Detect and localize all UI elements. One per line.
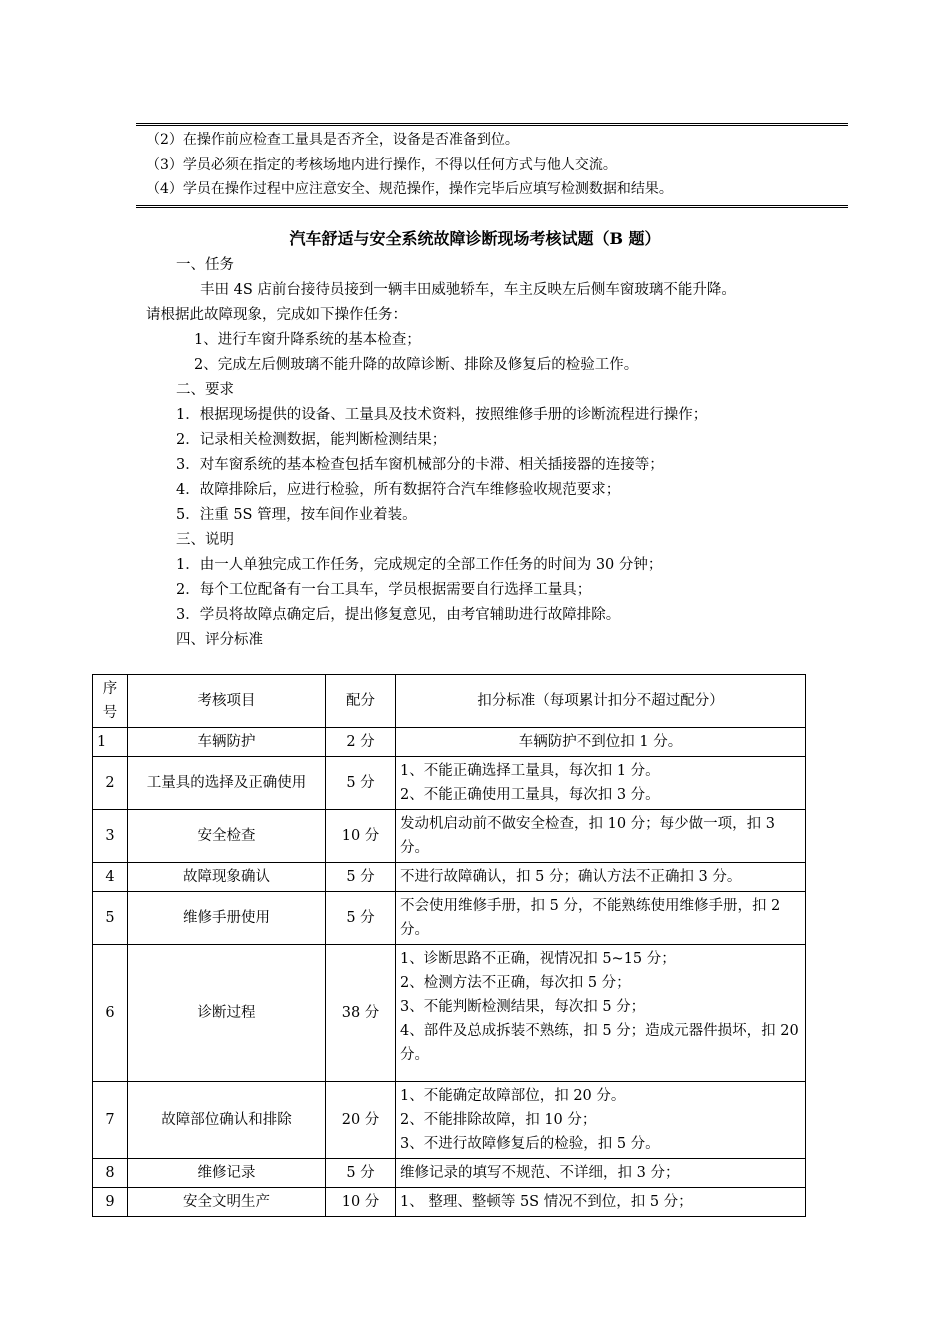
row-item: 安全检查 <box>128 810 326 863</box>
row-number: 9 <box>93 1188 128 1217</box>
row-number: 4 <box>93 863 128 892</box>
row-number: 7 <box>93 1082 128 1159</box>
row-number: 5 <box>93 892 128 945</box>
header-number-line: 号 <box>102 705 118 721</box>
requirement-item: 1．根据现场提供的设备、工量具及技术资料，按照维修手册的诊断流程进行操作； <box>176 407 708 423</box>
section-1-heading: 一、任务 <box>176 257 234 273</box>
table-row <box>93 945 806 1082</box>
requirement-item: 4．故障排除后，应进行检验，所有数据符合汽车维修验收规范要求； <box>176 482 621 498</box>
row-criteria <box>396 810 806 863</box>
header-item: 考核项目 <box>128 675 326 728</box>
table-row <box>93 1082 806 1159</box>
row-points: 10 分 <box>326 810 396 863</box>
header-number-line: 序 <box>102 681 118 697</box>
document-title: 汽车舒适与安全系统故障诊断现场考核试题（B 题） <box>289 229 661 248</box>
row-criteria <box>396 1082 806 1159</box>
row-number: 8 <box>93 1159 128 1188</box>
table-row <box>93 757 806 810</box>
row-points: 2 分 <box>326 728 396 757</box>
header-number <box>93 675 128 728</box>
header-points: 配分 <box>326 675 396 728</box>
top-note: （3）学员必须在指定的考核场地内进行操作，不得以任何方式与他人交流。 <box>146 156 617 173</box>
row-points: 38 分 <box>326 945 396 1082</box>
scoring-table <box>92 674 806 1217</box>
table-row <box>93 892 806 945</box>
row-item: 故障现象确认 <box>128 863 326 892</box>
row-criteria <box>396 1159 806 1188</box>
top-note: （2）在操作前应检查工量具是否齐全，设备是否准备到位。 <box>146 132 519 148</box>
section-2-heading: 二、要求 <box>176 382 234 398</box>
criteria-line: 3、不进行故障修复后的检验，扣 5 分。 <box>400 1136 660 1152</box>
note-item: 1．由一人单独完成工作任务，完成规定的全部工作任务的时间为 30 分钟； <box>176 557 663 573</box>
row-points: 5 分 <box>326 1159 396 1188</box>
header-criteria: 扣分标准（每项累计扣分不超过配分） <box>396 675 806 728</box>
row-points: 5 分 <box>326 757 396 810</box>
row-number: 6 <box>93 945 128 1082</box>
row-criteria <box>396 945 806 1082</box>
row-criteria <box>396 892 806 945</box>
requirement-item: 3．对车窗系统的基本检查包括车窗机械部分的卡滞、相关插接器的连接等； <box>176 457 664 473</box>
row-criteria <box>396 757 806 810</box>
row-number: 1 <box>93 728 128 757</box>
row-item: 诊断过程 <box>128 945 326 1082</box>
row-points: 5 分 <box>326 892 396 945</box>
requirement-item: 5．注重 5S 管理，按车间作业着装。 <box>176 507 417 523</box>
row-criteria <box>396 728 806 757</box>
row-item: 维修手册使用 <box>128 892 326 945</box>
criteria-line: 4、部件及总成拆装不熟练，扣 5 分；造成元器件损坏，扣 20 分。 <box>400 1023 799 1063</box>
requirement-item: 2．记录相关检测数据，能判断检测结果； <box>176 432 447 448</box>
section-4-heading: 四、评分标准 <box>176 632 263 648</box>
top-notes-box <box>136 123 848 208</box>
criteria-line: 车辆防护不到位扣 1 分。 <box>518 734 683 750</box>
criteria-line: 2、检测方法不正确，每次扣 5 分； <box>400 975 631 991</box>
row-criteria <box>396 1188 806 1217</box>
table-row <box>93 863 806 892</box>
criteria-line: 不进行故障确认，扣 5 分；确认方法不正确扣 3 分。 <box>400 869 742 885</box>
criteria-line: 发动机启动前不做安全检查，扣 10 分；每少做一项，扣 3 分。 <box>400 816 776 856</box>
row-item: 安全文明生产 <box>128 1188 326 1217</box>
row-item: 维修记录 <box>128 1159 326 1188</box>
note-item: 3．学员将故障点确定后，提出修复意见，由考官辅助进行故障排除。 <box>176 607 621 623</box>
criteria-line: 1、 整理、整顿等 5S 情况不到位，扣 5 分； <box>400 1194 693 1210</box>
criteria-line: 3、不能判断检测结果，每次扣 5 分； <box>400 999 646 1015</box>
section-3-heading: 三、说明 <box>176 532 234 548</box>
task-paragraph-line-1: 丰田 4S 店前台接待员接到一辆丰田威驰轿车，车主反映左后侧车窗玻璃不能升降。 <box>200 282 736 298</box>
task-item: 2、完成左后侧玻璃不能升降的故障诊断、排除及修复后的检验工作。 <box>194 357 639 373</box>
note-item: 2．每个工位配备有一台工具车，学员根据需要自行选择工量具； <box>176 582 592 598</box>
table-row <box>93 1159 806 1188</box>
criteria-line: 不会使用维修手册，扣 5 分，不能熟练使用维修手册，扣 2 分。 <box>400 898 781 938</box>
row-criteria <box>396 863 806 892</box>
row-points: 10 分 <box>326 1188 396 1217</box>
row-item: 工量具的选择及正确使用 <box>128 757 326 810</box>
criteria-line: 1、不能正确选择工量具，每次扣 1 分。 <box>400 763 660 779</box>
row-item: 故障部位确认和排除 <box>128 1082 326 1159</box>
criteria-line: 1、不能确定故障部位，扣 20 分。 <box>400 1088 626 1104</box>
table-row <box>93 1188 806 1217</box>
top-note: （4）学员在操作过程中应注意安全、规范操作，操作完毕后应填写检测数据和结果。 <box>146 181 673 197</box>
table-row <box>93 728 806 757</box>
criteria-line: 2、不能正确使用工量具，每次扣 3 分。 <box>400 787 660 803</box>
criteria-line: 2、不能排除故障，扣 10 分； <box>400 1112 597 1128</box>
task-item: 1、进行车窗升降系统的基本检查； <box>194 332 421 348</box>
row-number: 3 <box>93 810 128 863</box>
criteria-line: 维修记录的填写不规范、不详细，扣 3 分； <box>400 1165 680 1181</box>
row-points: 20 分 <box>326 1082 396 1159</box>
task-paragraph-line-2: 请根据此故障现象，完成如下操作任务： <box>146 307 407 323</box>
table-header-row <box>93 675 806 728</box>
table-row <box>93 810 806 863</box>
row-number: 2 <box>93 757 128 810</box>
row-points: 5 分 <box>326 863 396 892</box>
criteria-line: 1、诊断思路不正确，视情况扣 5~15 分； <box>400 951 676 967</box>
row-item: 车辆防护 <box>128 728 326 757</box>
